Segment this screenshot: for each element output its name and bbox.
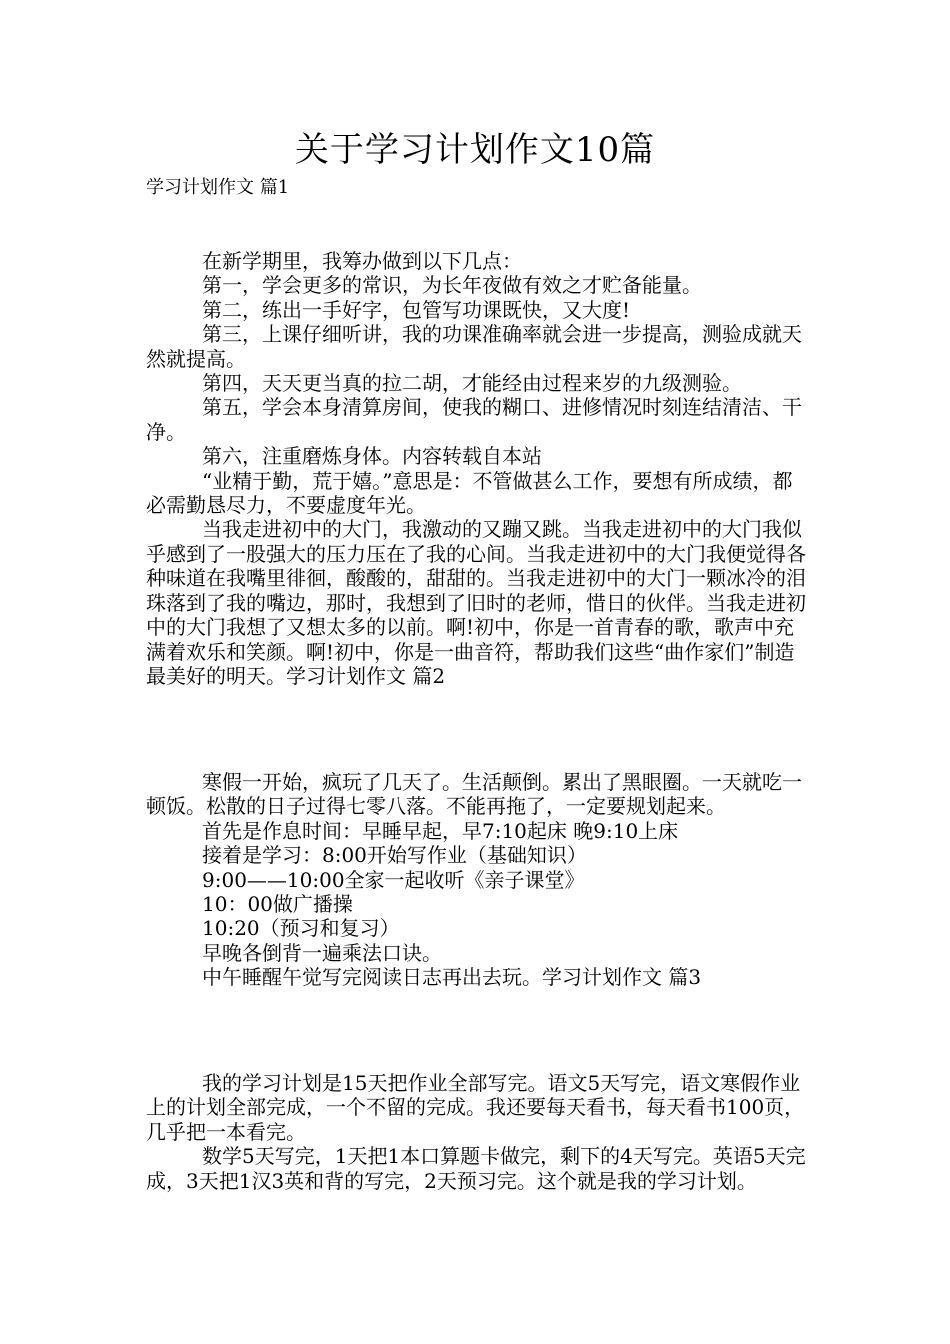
paragraph: 在新学期里，我筹办做到以下几点：: [202, 249, 522, 273]
paragraph: 第四，天天更当真的拉二胡，才能经由过程来岁的九级测验。: [202, 371, 742, 396]
paragraph: 接着是学习：8:00开始写作业（基础知识）: [202, 843, 587, 868]
section-heading-1: 学习计划作文 篇1: [146, 177, 290, 198]
paragraph: 第六，注重磨炼身体。内容转载自本站: [202, 444, 542, 469]
paragraph: 第一，学会更多的常识，为长年夜做有效之才贮备能量。: [202, 273, 702, 298]
paragraph: 中午睡醒午觉写完阅读日志再出去玩。学习计划作文 篇3: [202, 965, 702, 990]
section-3-body: [146, 1071, 812, 1193]
schedule-line: 10:20（预习和复习）: [202, 916, 400, 941]
paragraph: 早晚各倒背一遍乘法口诀。: [202, 940, 442, 965]
schedule-line: 9:00——10:00全家一起收听《亲子课堂》: [202, 867, 585, 892]
paragraph: 首先是作息时间：早睡早起，早7:10起床 晚9:10上床: [202, 818, 679, 843]
section-1-body: [146, 249, 812, 688]
paragraph: 第五，学会本身清算房间，使我的糊口、进修情况时刻连结清洁、干净。: [146, 395, 802, 444]
paragraph: 第二，练出一手好字，包管写功课既快，又大度!: [202, 297, 631, 322]
paragraph: “业精于勤，荒于嬉。”意思是：不管做甚么工作，要想有所成绩，都必需勤恳尽力，不要虚度年光。: [146, 468, 793, 518]
section-2-body: [146, 770, 812, 990]
paragraph: 我的学习计划是15天把作业全部写完。语文5天写完，语文寒假作业上的计划全部完成，一个不留的完成。我还要每天看书，每天看书100页，几乎把一本看完。: [146, 1071, 805, 1144]
schedule-line: 10：00做广播操: [202, 892, 353, 917]
paragraph: 当我走进初中的大门，我激动的又蹦又跳。当我走进初中的大门我似乎感到了一股强大的压力压在了我的心间。当我走进初中的大门我便觉得各种味道在我嘴里徘徊，酸酸的，甜甜的。当我走进初中的大门一颗冰冷的泪珠落到了我的嘴边，那时，我想到了旧时的老师，惜日的伙伴。当我走进初中的大门我想了又想太多的以前。啊!初中，你是一首青春的歌，歌声中充满着欢乐和笑颜。啊!初中，你是一曲音符，帮助我们这些“曲作家们”制造最美好的明天。学习计划作文 篇2: [146, 517, 806, 688]
paragraph: 数学5天写完，1天把1本口算题卡做完，剩下的4天写完。英语5天完成，3天把1汉3英和背的写完，2天预习完。这个就是我的学习计划。: [146, 1144, 806, 1193]
paragraph: 寒假一开始，疯玩了几天了。生活颠倒。累出了黑眼圈。一天就吃一顿饭。松散的日子过得七零八落。不能再拖了，一定要规划起来。: [146, 770, 802, 819]
paragraph: 第三，上课仔细听讲，我的功课准确率就会进一步提高，测验成就天然就提高。: [146, 322, 802, 371]
document-title: 关于学习计划作文10篇: [294, 130, 656, 170]
